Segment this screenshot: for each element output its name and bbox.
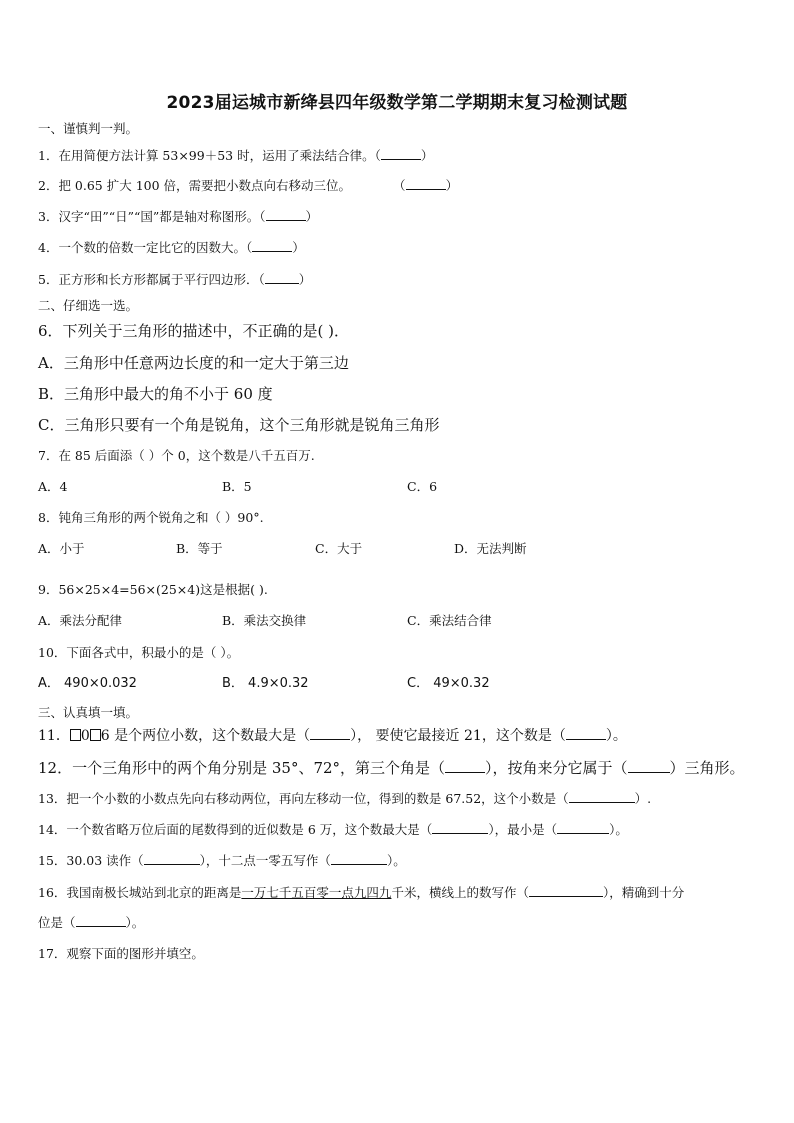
answer-blank[interactable]: [406, 177, 446, 190]
q10-option-c[interactable]: C． 49×0.32: [407, 676, 490, 691]
question-12: 12．一个三角形中的两个角分别是 35°、72°，第三个角是（ ），按角来分它属于（ ）三角形。: [38, 759, 745, 777]
q6-option-c[interactable]: C．三角形只要有一个角是锐角，这个三角形就是锐角三角形: [38, 416, 440, 434]
answer-blank[interactable]: [529, 884, 603, 897]
answer-blank[interactable]: [76, 914, 126, 927]
q9-option-c[interactable]: C．乘法结合律: [407, 613, 492, 628]
answer-blank[interactable]: [252, 239, 292, 252]
question-6: 6．下列关于三角形的描述中，不正确的是( )．: [38, 322, 350, 340]
question-11: 11． 0 6 是个两位小数，这个数最大是（ ）， 要使它最接近 21，这个数是（ ）。: [38, 728, 627, 744]
question-10: 10．下面各式中，积最小的是（ ）。: [38, 645, 240, 660]
page-title: 2023届运城市新绛县四年级数学第二学期期末复习检测试题: [166, 93, 628, 113]
q7-option-a[interactable]: A．4: [38, 479, 68, 494]
question-4: 4．一个数的倍数一定比它的因数大。（ ）: [38, 240, 305, 255]
question-5: 5．正方形和长方形都属于平行四边形．（ ）: [38, 272, 312, 287]
digit-box[interactable]: [90, 729, 101, 741]
q6-option-a[interactable]: A．三角形中任意两边长度的和一定大于第三边: [38, 354, 349, 372]
q8-option-c[interactable]: C．大于: [315, 541, 363, 556]
q9-option-a[interactable]: A．乘法分配律: [38, 613, 123, 628]
underlined-number-words: 一万七千五百零一点九四九: [241, 885, 392, 900]
section-fill-heading: 三、认真填一填。: [38, 705, 139, 720]
answer-blank[interactable]: [265, 271, 299, 284]
answer-blank[interactable]: [266, 208, 306, 221]
q10-option-a[interactable]: A． 490×0.032: [38, 676, 137, 691]
question-15: 15．30.03 读作（ ），十二点一零五写作（ ）。: [38, 853, 406, 868]
question-8: 8．钝角三角形的两个锐角之和（ ）90°.: [38, 510, 264, 525]
question-14: 14．一个数省略万位后面的尾数得到的近似数是 6 万，这个数最大是（ ），最小是（ ）。: [38, 822, 628, 837]
answer-blank[interactable]: [310, 727, 350, 740]
q9-option-b[interactable]: B．乘法交换律: [222, 613, 307, 628]
answer-blank[interactable]: [628, 760, 670, 773]
digit-box[interactable]: [70, 729, 81, 741]
answer-blank[interactable]: [144, 852, 200, 865]
answer-blank[interactable]: [566, 727, 606, 740]
section-judge-heading: 一、谨慎判一判。: [38, 121, 139, 136]
q10-option-b[interactable]: B． 4.9×0.32: [222, 676, 309, 691]
q6-option-b[interactable]: B．三角形中最大的角不小于 60 度: [38, 385, 273, 403]
q8-option-a[interactable]: A．小于: [38, 541, 85, 556]
question-1: 1．在用简便方法计算 53×99＋53 时，运用了乘法结合律。（ ）: [38, 148, 434, 163]
q8-option-b[interactable]: B．等于: [176, 541, 223, 556]
question-3: 3．汉字“田”“日”“国”都是轴对称图形。（ ）: [38, 209, 319, 224]
q8-option-d[interactable]: D．无法判断: [454, 541, 527, 556]
question-9: 9．56×25×4=56×(25×4)这是根据( ).: [38, 582, 268, 597]
question-17: 17．观察下面的图形并填空。: [38, 946, 204, 961]
section-choice-heading: 二、仔细选一选。: [38, 298, 139, 313]
answer-blank[interactable]: [432, 821, 488, 834]
question-7: 7．在 85 后面添（ ）个 0，这个数是八千五百万.: [38, 448, 315, 463]
answer-blank[interactable]: [445, 760, 485, 773]
question-13: 13．把一个小数的小数点先向右移动两位，再向左移动一位，得到的数是 67.52，这个小数是（ ）.: [38, 791, 652, 806]
answer-blank[interactable]: [557, 821, 609, 834]
q7-option-c[interactable]: C．6: [407, 479, 438, 494]
answer-blank[interactable]: [331, 852, 387, 865]
question-16-continued: 位是（ ）。: [38, 915, 145, 930]
question-16: 16．我国南极长城站到北京的距离是一万七千五百零一点九四九千米，横线上的数写作（ ），精确到十分: [38, 885, 685, 900]
answer-blank[interactable]: [381, 147, 421, 160]
answer-blank[interactable]: [569, 790, 635, 803]
q7-option-b[interactable]: B．5: [222, 479, 252, 494]
question-2: 2．把 0.65 扩大 100 倍，需要把小数点向右移动三位。 （ ）: [38, 178, 459, 193]
